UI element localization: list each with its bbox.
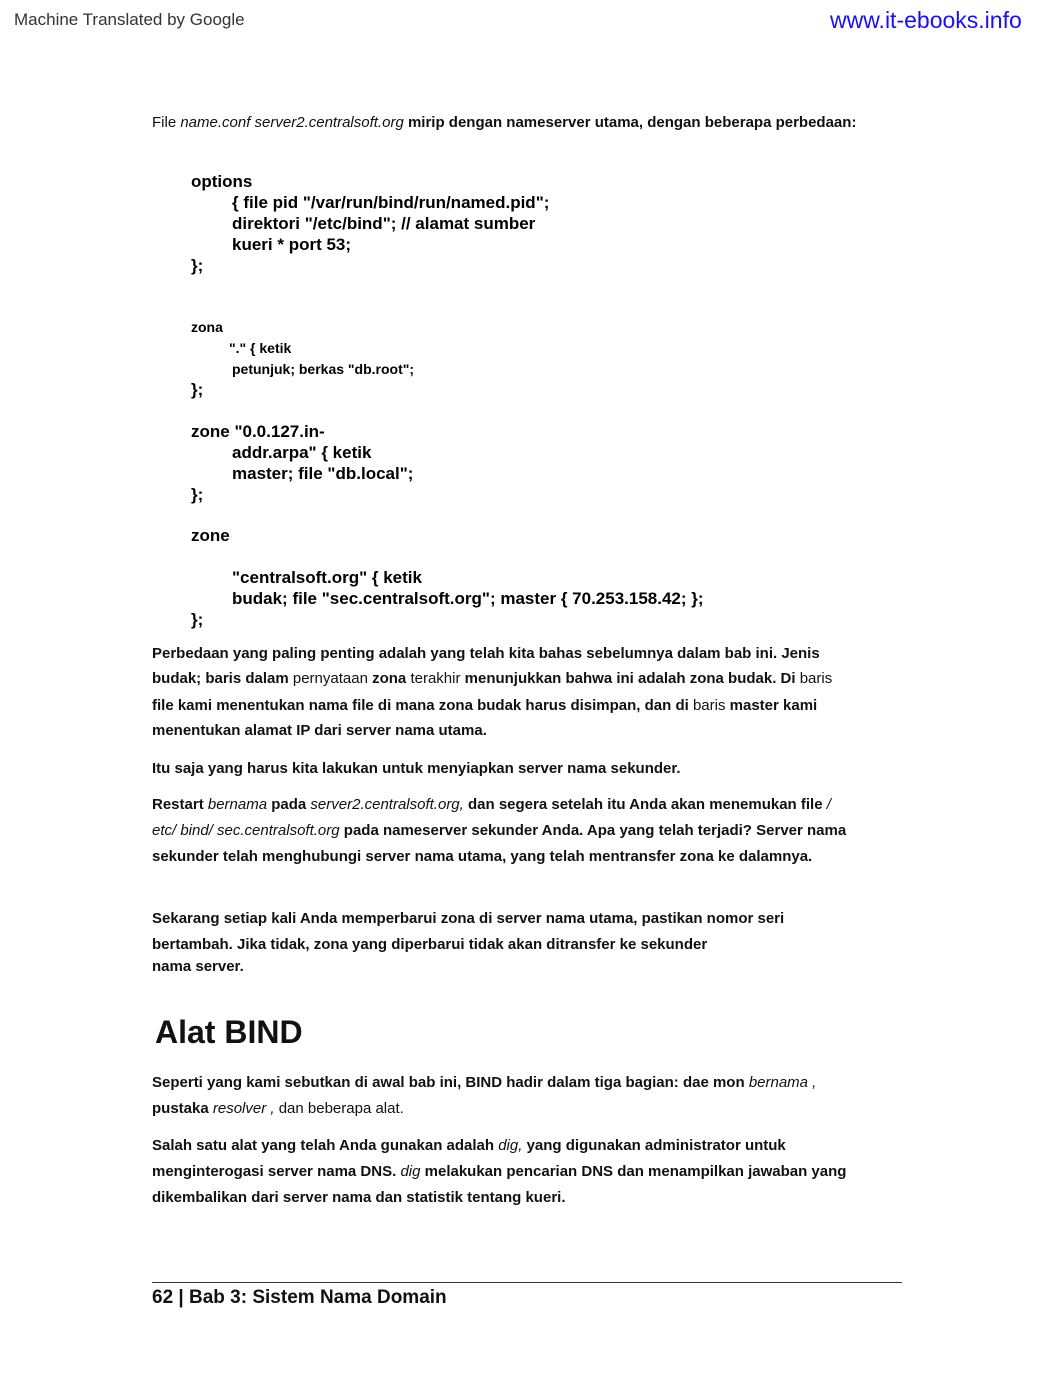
code-line: options — [191, 172, 253, 191]
paragraph-line — [152, 1074, 816, 1091]
paragraph-line — [152, 796, 831, 813]
text-run: terakhir — [410, 670, 465, 687]
code-line: }; — [191, 610, 204, 629]
text-run: file kami menentukan nama file di mana zona budak harus disimpan, dan di — [152, 697, 693, 714]
text-run: dig, — [498, 1137, 523, 1154]
paragraph-line: Sekarang setiap kali Anda memperbarui zona di server nama utama, pastikan nomor seri — [152, 910, 785, 927]
text-run: resolver , — [212, 1100, 275, 1117]
footer-rule — [152, 1282, 902, 1283]
text-run: Salah satu alat yang telah Anda gunakan adalah — [152, 1137, 499, 1154]
text-run: bernama , — [748, 1074, 817, 1091]
text-run: menunjukkan bahwa ini adalah zona budak. Di — [464, 670, 800, 687]
code-line: addr.arpa" { ketik — [232, 443, 372, 462]
text-run: pernyataan — [292, 670, 373, 687]
text-run: pada — [267, 796, 311, 813]
intro-text: File — [152, 114, 181, 131]
code-line: kueri * port 53; — [232, 235, 352, 254]
code-line: zona — [191, 319, 223, 335]
code-line: direktori "/etc/bind"; // alamat sumber — [232, 214, 536, 233]
text-run: yang digunakan administrator untuk — [522, 1137, 786, 1154]
paragraph-line — [152, 1100, 404, 1117]
paragraph-line — [152, 697, 817, 714]
text-run: zona — [372, 670, 411, 687]
code-line: master; file "db.local"; — [232, 464, 414, 483]
code-line: zone "0.0.127.in- — [191, 422, 325, 441]
paragraph-line — [152, 1137, 786, 1154]
paragraph-line — [152, 1163, 846, 1180]
intro-bold: mirip dengan nameserver utama, dengan beberapa perbedaan: — [403, 114, 857, 131]
text-run: server2.centralsoft.org, — [310, 796, 464, 813]
text-run: Seperti yang kami sebutkan di awal bab ini, BIND hadir dalam tiga bagian: dae mon — [152, 1074, 749, 1091]
paragraph-line — [152, 670, 832, 687]
text-run: / — [826, 796, 831, 813]
text-run: menginterogasi server nama DNS. — [152, 1163, 401, 1180]
text-run: Restart — [152, 796, 208, 813]
paragraph-line: Perbedaan yang paling penting adalah yang telah kita bahas sebelumnya dalam bab ini. Jenis — [152, 645, 820, 662]
site-link[interactable]: www.it-ebooks.info — [830, 7, 1022, 33]
intro-italic: name.conf server2.centralsoft.org — [180, 114, 404, 131]
text-run: pustaka — [152, 1100, 213, 1117]
code-line: }; — [191, 256, 204, 275]
text-run: baris — [799, 670, 833, 687]
code-line: zone — [191, 526, 230, 545]
paragraph-line: sekunder telah menghubungi server nama utama, yang telah mentransfer zona ke dalamnya. — [152, 848, 813, 865]
text-run: baris — [692, 697, 730, 714]
code-line: }; — [191, 485, 204, 504]
page-footer: 62 | Bab 3: Sistem Nama Domain — [152, 1287, 447, 1308]
code-line: budak; file "sec.centralsoft.org"; master { 70.253.158.42; }; — [232, 589, 704, 608]
text-run: bernama — [207, 796, 268, 813]
paragraph-line: bertambah. Jika tidak, zona yang diperbarui tidak akan ditransfer ke sekunder — [152, 936, 708, 953]
code-line: "centralsoft.org" { ketik — [232, 568, 422, 587]
text-run: melakukan pencarian DNS dan menampilkan jawaban yang — [420, 1163, 847, 1180]
machine-translated-label: Machine Translated by Google — [14, 10, 245, 29]
paragraph-line: menentukan alamat IP dari server nama utama. — [152, 722, 487, 739]
intro-paragraph — [152, 114, 856, 131]
paragraph-line: dikembalikan dari server nama dan statistik tentang kueri. — [152, 1189, 566, 1206]
text-run: dig — [400, 1163, 421, 1180]
section-heading: Alat BIND — [155, 1014, 303, 1050]
paragraph-line: Itu saja yang harus kita lakukan untuk menyiapkan server nama sekunder. — [152, 760, 681, 777]
code-line: petunjuk; berkas "db.root"; — [232, 361, 415, 377]
paragraph-line: nama server. — [152, 958, 244, 975]
code-line: "." { ketik — [229, 340, 292, 356]
text-run: dan beberapa alat. — [274, 1100, 404, 1117]
text-run: budak; baris dalam — [152, 670, 293, 687]
text-run: dan segera setelah itu Anda akan menemukan file — [463, 796, 827, 813]
text-run: master kami — [729, 697, 818, 714]
text-run: pada nameserver sekunder Anda. Apa yang telah terjadi? Server nama — [339, 822, 847, 839]
code-line: }; — [191, 380, 204, 399]
paragraph-line — [152, 822, 846, 839]
text-run: etc/ bind/ sec.centralsoft.org — [152, 822, 340, 839]
code-line: { file pid "/var/run/bind/run/named.pid"; — [232, 193, 550, 212]
